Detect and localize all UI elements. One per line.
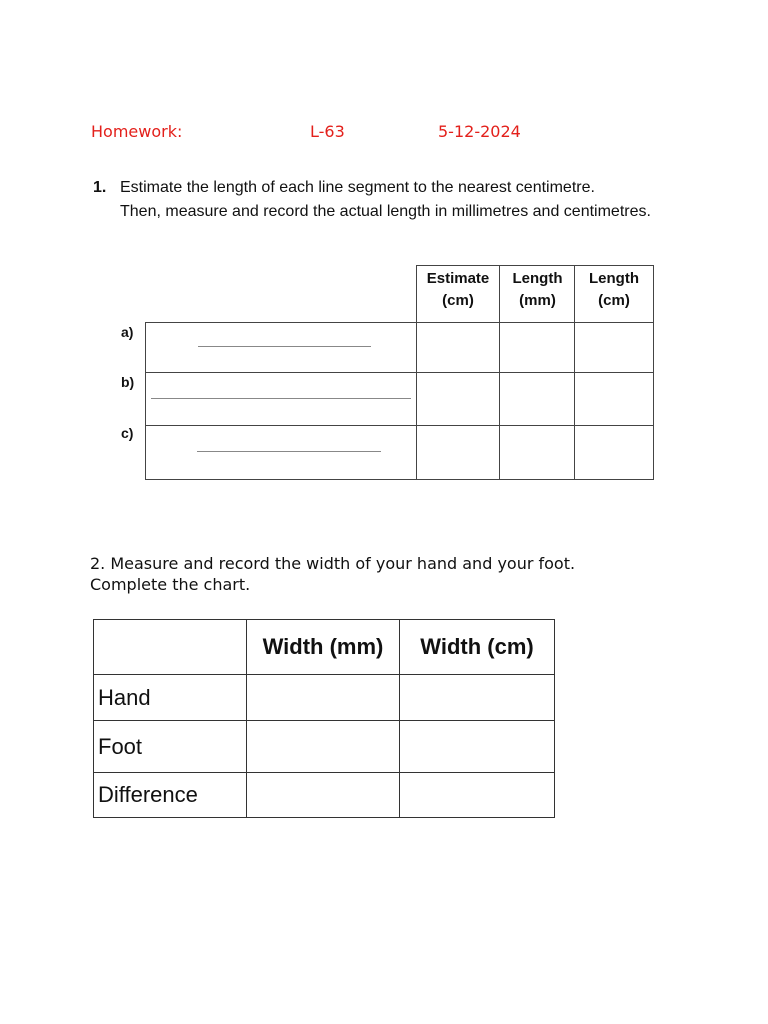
homework-label: Homework: <box>91 122 183 141</box>
line-segment-a <box>198 346 371 347</box>
question-1-line-2: Then, measure and record the actual length in millimetres and centimetres. <box>120 203 651 220</box>
table-2-row-label-foot: Foot <box>94 721 247 773</box>
question-2-line-1: 2. Measure and record the width of your hand and your foot. <box>90 554 576 573</box>
table-2-cell-foot-cm[interactable] <box>400 721 555 773</box>
question-2-line-2: Complete the chart. <box>90 575 251 594</box>
table-2-cell-difference-cm[interactable] <box>400 773 555 818</box>
question-2-prompt <box>90 553 575 595</box>
table-2-row-label-difference: Difference <box>94 773 247 818</box>
table-2-cell-hand-mm[interactable] <box>247 675 400 721</box>
table-1-header-length-cm: Length (cm) <box>589 270 639 309</box>
table-1-col-line <box>416 322 417 480</box>
homework-date: 5-12-2024 <box>438 122 521 141</box>
line-segment-c <box>197 451 381 452</box>
row-label-b: b) <box>121 374 135 390</box>
table-2-cell-difference-mm[interactable] <box>247 773 400 818</box>
table-2-cell-foot-mm[interactable] <box>247 721 400 773</box>
table-1-header-length-mm: Length (mm) <box>512 270 563 309</box>
table-2-cell-hand-cm[interactable] <box>400 675 555 721</box>
question-1-number: 1. <box>93 179 107 196</box>
line-segment-b <box>151 398 411 399</box>
table-2-header-width-mm: Width (mm) <box>247 620 400 675</box>
table-1-col-line <box>499 322 500 480</box>
row-label-a: a) <box>121 324 134 340</box>
table-1-col-line <box>574 322 575 480</box>
table-2-header-width-cm: Width (cm) <box>400 620 555 675</box>
table-1-header-estimate: Estimate (cm) <box>426 270 490 309</box>
question-1-line-1: Estimate the length of each line segment to the nearest centimetre. <box>120 179 595 196</box>
table-2-corner-cell <box>94 620 247 675</box>
row-label-c: c) <box>121 425 134 441</box>
table-2-row-label-hand: Hand <box>94 675 247 721</box>
table-1-row-lines <box>145 372 654 426</box>
hand-foot-width-table <box>93 619 555 818</box>
lesson-code: L-63 <box>310 122 345 141</box>
